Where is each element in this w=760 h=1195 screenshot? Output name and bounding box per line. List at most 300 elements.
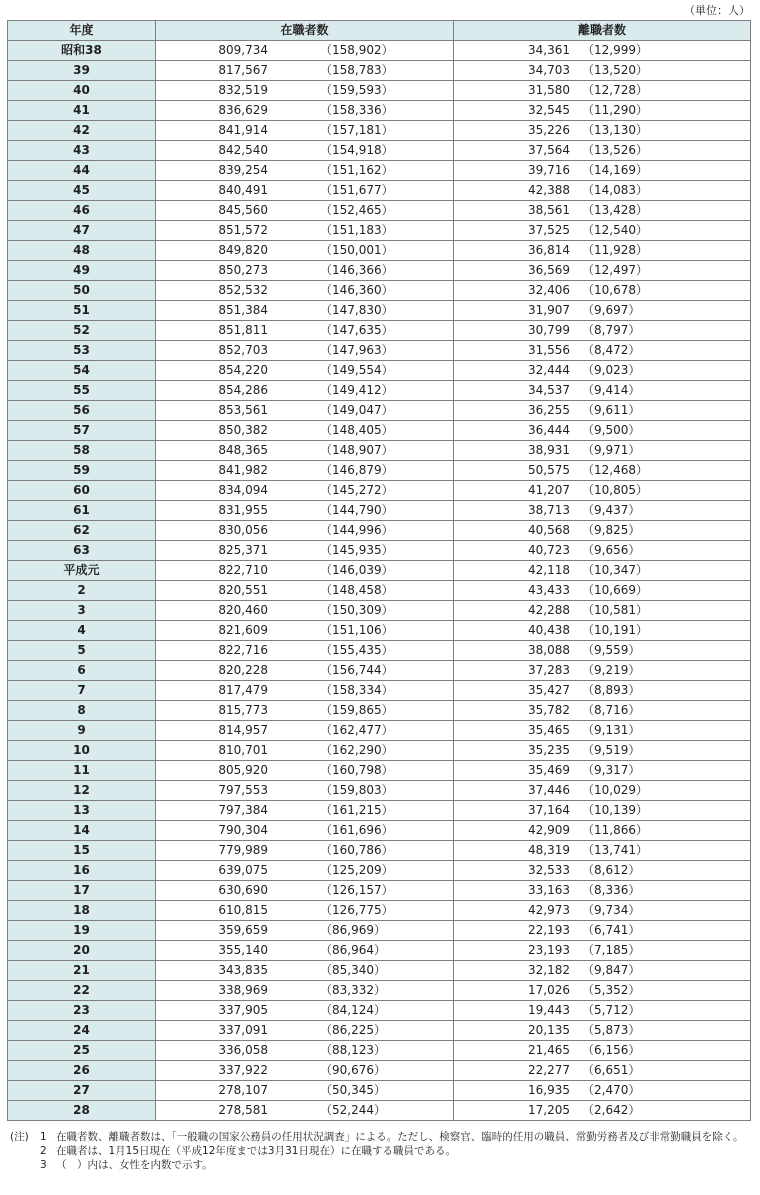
employed-women-value: （148,458） <box>320 583 394 597</box>
employed-women-value: （160,798） <box>320 763 394 777</box>
footnote-text: （ ）内は、女性を内数で示す。 <box>56 1159 213 1171</box>
employed-value: 817,567 <box>218 63 268 77</box>
year-cell: 6 <box>8 661 156 681</box>
employed-value: 850,273 <box>218 263 268 277</box>
employed-value: 797,553 <box>218 783 268 797</box>
employed-cell <box>156 841 454 861</box>
separated-cell <box>454 821 751 841</box>
employed-women-value: （161,696） <box>320 823 394 837</box>
footnote-number: 2 <box>40 1145 47 1157</box>
table-row <box>8 621 751 641</box>
employed-value: 278,107 <box>218 1083 268 1097</box>
year-cell: 4 <box>8 621 156 641</box>
employed-cell <box>156 521 454 541</box>
employed-women-value: （145,935） <box>320 543 394 557</box>
table-row <box>8 721 751 741</box>
separated-cell <box>454 521 751 541</box>
year-cell: 15 <box>8 841 156 861</box>
employed-cell <box>156 561 454 581</box>
employed-value: 815,773 <box>218 703 268 717</box>
separated-women-value: （11,928） <box>582 243 648 257</box>
employed-value: 820,460 <box>218 603 268 617</box>
separated-women-value: （12,468） <box>582 463 648 477</box>
separated-women-value: （5,873） <box>582 1023 641 1037</box>
separated-value: 42,118 <box>528 563 570 577</box>
employed-women-value: （158,336） <box>320 103 394 117</box>
year-cell: 57 <box>8 421 156 441</box>
separated-value: 36,569 <box>528 263 570 277</box>
footnote-text: 在職者は、1月15日現在（平成12年度までは3月31日現在）に在職する職員である。 <box>56 1145 456 1157</box>
employed-women-value: （156,744） <box>320 663 394 677</box>
table-row <box>8 701 751 721</box>
table-row <box>8 181 751 201</box>
separated-cell <box>454 961 751 981</box>
employed-value: 779,989 <box>218 843 268 857</box>
separated-cell <box>454 281 751 301</box>
separated-value: 20,135 <box>528 1023 570 1037</box>
employed-cell <box>156 121 454 141</box>
separated-cell <box>454 1061 751 1081</box>
separated-cell <box>454 701 751 721</box>
separated-cell <box>454 721 751 741</box>
separated-women-value: （8,893） <box>582 683 641 697</box>
employed-value: 839,254 <box>218 163 268 177</box>
employed-value: 851,572 <box>218 223 268 237</box>
employed-cell <box>156 1101 454 1121</box>
employed-cell <box>156 961 454 981</box>
table-row <box>8 221 751 241</box>
employed-women-value: （162,290） <box>320 743 394 757</box>
employed-cell <box>156 281 454 301</box>
employed-cell <box>156 361 454 381</box>
separated-value: 37,283 <box>528 663 570 677</box>
employed-value: 814,957 <box>218 723 268 737</box>
separated-value: 35,469 <box>528 763 570 777</box>
table-row <box>8 541 751 561</box>
separated-value: 34,361 <box>528 43 570 57</box>
year-cell: 5 <box>8 641 156 661</box>
year-cell: 平成元 <box>8 561 156 581</box>
separated-value: 37,564 <box>528 143 570 157</box>
table-row <box>8 1061 751 1081</box>
footnote-text: 在職者数、離職者数は、「一般職の国家公務員の任用状況調査」による。ただし、検察官、臨時的任用の職員、常勤労務者及び非常勤職員を除く。 <box>56 1131 744 1143</box>
year-cell: 16 <box>8 861 156 881</box>
separated-cell <box>454 161 751 181</box>
employed-cell <box>156 381 454 401</box>
table-header-row <box>8 21 751 41</box>
separated-women-value: （12,540） <box>582 223 648 237</box>
employed-value: 852,532 <box>218 283 268 297</box>
employed-value: 851,384 <box>218 303 268 317</box>
separated-cell <box>454 1001 751 1021</box>
separated-women-value: （10,805） <box>582 483 648 497</box>
employed-women-value: （146,366） <box>320 263 394 277</box>
table-row <box>8 521 751 541</box>
table-row <box>8 1081 751 1101</box>
employed-women-value: （148,907） <box>320 443 394 457</box>
year-cell: 50 <box>8 281 156 301</box>
separated-women-value: （13,130） <box>582 123 648 137</box>
year-cell: 55 <box>8 381 156 401</box>
separated-women-value: （9,023） <box>582 363 641 377</box>
separated-value: 30,799 <box>528 323 570 337</box>
employed-women-value: （162,477） <box>320 723 394 737</box>
employed-value: 834,094 <box>218 483 268 497</box>
footnote-number: 1 <box>40 1131 47 1143</box>
footnote-2 <box>10 1144 755 1158</box>
year-cell: 49 <box>8 261 156 281</box>
employed-value: 832,519 <box>218 83 268 97</box>
employed-women-value: （126,157） <box>320 883 394 897</box>
footnotes <box>10 1130 755 1172</box>
separated-women-value: （14,169） <box>582 163 648 177</box>
table-row <box>8 441 751 461</box>
separated-cell <box>454 1101 751 1121</box>
separated-value: 39,716 <box>528 163 570 177</box>
year-cell: 27 <box>8 1081 156 1101</box>
table-row <box>8 501 751 521</box>
employed-value: 343,835 <box>218 963 268 977</box>
employed-women-value: （149,554） <box>320 363 394 377</box>
separated-women-value: （9,437） <box>582 503 641 517</box>
employed-cell <box>156 61 454 81</box>
separated-cell <box>454 741 751 761</box>
separated-value: 41,207 <box>528 483 570 497</box>
table-row <box>8 741 751 761</box>
year-cell: 12 <box>8 781 156 801</box>
table-row <box>8 381 751 401</box>
separated-women-value: （6,651） <box>582 1063 641 1077</box>
separated-value: 38,561 <box>528 203 570 217</box>
separated-value: 42,288 <box>528 603 570 617</box>
employed-cell <box>156 241 454 261</box>
separated-cell <box>454 841 751 861</box>
table-row <box>8 941 751 961</box>
employed-value: 836,629 <box>218 103 268 117</box>
separated-value: 33,163 <box>528 883 570 897</box>
employed-women-value: （158,902） <box>320 43 394 57</box>
employed-value: 848,365 <box>218 443 268 457</box>
separated-value: 35,427 <box>528 683 570 697</box>
employed-women-value: （144,996） <box>320 523 394 537</box>
separated-cell <box>454 981 751 1001</box>
table-row <box>8 461 751 481</box>
employed-cell <box>156 721 454 741</box>
employed-women-value: （50,345） <box>320 1083 386 1097</box>
separated-cell <box>454 861 751 881</box>
footnote-3 <box>10 1158 755 1172</box>
separated-women-value: （8,797） <box>582 323 641 337</box>
separated-value: 43,433 <box>528 583 570 597</box>
separated-value: 32,533 <box>528 863 570 877</box>
employed-women-value: （152,465） <box>320 203 394 217</box>
year-cell: 23 <box>8 1001 156 1021</box>
employed-women-value: （144,790） <box>320 503 394 517</box>
employed-value: 841,914 <box>218 123 268 137</box>
employed-cell <box>156 881 454 901</box>
table-row <box>8 241 751 261</box>
separated-cell <box>454 241 751 261</box>
employed-value: 337,905 <box>218 1003 268 1017</box>
year-cell: 8 <box>8 701 156 721</box>
table-row <box>8 581 751 601</box>
separated-value: 36,444 <box>528 423 570 437</box>
separated-cell <box>454 481 751 501</box>
separated-cell <box>454 581 751 601</box>
separated-value: 31,907 <box>528 303 570 317</box>
table-row <box>8 881 751 901</box>
separated-women-value: （11,866） <box>582 823 648 837</box>
separated-women-value: （8,336） <box>582 883 641 897</box>
separated-value: 32,406 <box>528 283 570 297</box>
separated-women-value: （6,741） <box>582 923 641 937</box>
table-row <box>8 401 751 421</box>
separated-cell <box>454 641 751 661</box>
separated-value: 36,255 <box>528 403 570 417</box>
employed-value: 359,659 <box>218 923 268 937</box>
separated-women-value: （12,999） <box>582 43 648 57</box>
employed-women-value: （161,215） <box>320 803 394 817</box>
separated-value: 16,935 <box>528 1083 570 1097</box>
separated-value: 48,319 <box>528 843 570 857</box>
separated-cell <box>454 921 751 941</box>
table-row <box>8 361 751 381</box>
separated-women-value: （10,347） <box>582 563 648 577</box>
employed-cell <box>156 601 454 621</box>
employed-women-value: （151,162） <box>320 163 394 177</box>
employed-cell <box>156 921 454 941</box>
employed-women-value: （159,803） <box>320 783 394 797</box>
table-row <box>8 341 751 361</box>
employed-women-value: （158,783） <box>320 63 394 77</box>
separated-value: 40,568 <box>528 523 570 537</box>
separated-women-value: （8,472） <box>582 343 641 357</box>
separated-cell <box>454 901 751 921</box>
employed-value: 853,561 <box>218 403 268 417</box>
separated-women-value: （6,156） <box>582 1043 641 1057</box>
employed-cell <box>156 861 454 881</box>
separated-cell <box>454 1021 751 1041</box>
table-row <box>8 161 751 181</box>
employed-women-value: （52,244） <box>320 1103 386 1117</box>
employed-value: 841,982 <box>218 463 268 477</box>
employed-value: 639,075 <box>218 863 268 877</box>
employed-women-value: （151,106） <box>320 623 394 637</box>
separated-women-value: （9,219） <box>582 663 641 677</box>
separated-value: 22,193 <box>528 923 570 937</box>
year-cell: 41 <box>8 101 156 121</box>
employed-women-value: （90,676） <box>320 1063 386 1077</box>
employed-women-value: （149,047） <box>320 403 394 417</box>
year-cell: 26 <box>8 1061 156 1081</box>
employed-value: 822,710 <box>218 563 268 577</box>
table-row <box>8 681 751 701</box>
employed-women-value: （86,969） <box>320 923 386 937</box>
separated-value: 40,723 <box>528 543 570 557</box>
separated-women-value: （13,428） <box>582 203 648 217</box>
employed-cell <box>156 1061 454 1081</box>
year-cell: 46 <box>8 201 156 221</box>
employed-value: 830,056 <box>218 523 268 537</box>
employed-cell <box>156 421 454 441</box>
employed-value: 842,540 <box>218 143 268 157</box>
employed-value: 852,703 <box>218 343 268 357</box>
year-cell: 25 <box>8 1041 156 1061</box>
employed-value: 820,551 <box>218 583 268 597</box>
footnote-1 <box>10 1130 755 1144</box>
separated-value: 17,026 <box>528 983 570 997</box>
employed-value: 336,058 <box>218 1043 268 1057</box>
separated-women-value: （9,414） <box>582 383 641 397</box>
separated-women-value: （14,083） <box>582 183 648 197</box>
year-cell: 52 <box>8 321 156 341</box>
employed-women-value: （160,786） <box>320 843 394 857</box>
table-row <box>8 141 751 161</box>
year-cell: 9 <box>8 721 156 741</box>
table-row <box>8 1041 751 1061</box>
employed-cell <box>156 501 454 521</box>
separated-value: 35,782 <box>528 703 570 717</box>
table-row <box>8 961 751 981</box>
employed-women-value: （86,964） <box>320 943 386 957</box>
employed-women-value: （155,435） <box>320 643 394 657</box>
employed-cell <box>156 821 454 841</box>
separated-women-value: （5,712） <box>582 1003 641 1017</box>
separated-value: 42,388 <box>528 183 570 197</box>
separated-women-value: （8,716） <box>582 703 641 717</box>
year-cell: 22 <box>8 981 156 1001</box>
separated-value: 38,713 <box>528 503 570 517</box>
employed-cell <box>156 581 454 601</box>
separated-women-value: （9,519） <box>582 743 641 757</box>
employed-value: 805,920 <box>218 763 268 777</box>
separated-women-value: （10,678） <box>582 283 648 297</box>
separated-cell <box>454 561 751 581</box>
separated-women-value: （9,500） <box>582 423 641 437</box>
separated-women-value: （5,352） <box>582 983 641 997</box>
table-row <box>8 61 751 81</box>
employed-value: 809,734 <box>218 43 268 57</box>
separated-women-value: （10,669） <box>582 583 648 597</box>
unit-label: （単位：人） <box>684 4 750 17</box>
employed-cell <box>156 781 454 801</box>
year-cell: 47 <box>8 221 156 241</box>
employed-cell <box>156 641 454 661</box>
separated-value: 23,193 <box>528 943 570 957</box>
separated-women-value: （10,191） <box>582 623 648 637</box>
table-row <box>8 1001 751 1021</box>
header-separated: 離職者数 <box>454 21 751 41</box>
separated-value: 34,703 <box>528 63 570 77</box>
table-row <box>8 121 751 141</box>
table-row <box>8 321 751 341</box>
table-row <box>8 801 751 821</box>
year-cell: 7 <box>8 681 156 701</box>
employed-women-value: （84,124） <box>320 1003 386 1017</box>
employed-women-value: （151,183） <box>320 223 394 237</box>
separated-cell <box>454 801 751 821</box>
year-cell: 19 <box>8 921 156 941</box>
separated-value: 31,556 <box>528 343 570 357</box>
employed-women-value: （88,123） <box>320 1043 386 1057</box>
year-cell: 45 <box>8 181 156 201</box>
employed-value: 790,304 <box>218 823 268 837</box>
separated-value: 37,525 <box>528 223 570 237</box>
year-cell: 17 <box>8 881 156 901</box>
separated-women-value: （9,825） <box>582 523 641 537</box>
year-cell: 42 <box>8 121 156 141</box>
employed-cell <box>156 1081 454 1101</box>
employed-cell <box>156 161 454 181</box>
employed-women-value: （150,001） <box>320 243 394 257</box>
separated-cell <box>454 221 751 241</box>
year-cell: 63 <box>8 541 156 561</box>
employed-cell <box>156 541 454 561</box>
separated-women-value: （9,656） <box>582 543 641 557</box>
employed-cell <box>156 901 454 921</box>
employed-value: 338,969 <box>218 983 268 997</box>
separated-cell <box>454 61 751 81</box>
employed-cell <box>156 101 454 121</box>
year-cell: 56 <box>8 401 156 421</box>
separated-women-value: （9,734） <box>582 903 641 917</box>
separated-cell <box>454 101 751 121</box>
separated-value: 35,235 <box>528 743 570 757</box>
employed-value: 797,384 <box>218 803 268 817</box>
employed-women-value: （125,209） <box>320 863 394 877</box>
table-row <box>8 481 751 501</box>
employed-cell <box>156 1021 454 1041</box>
separated-women-value: （9,559） <box>582 643 641 657</box>
table-row <box>8 761 751 781</box>
employed-cell <box>156 981 454 1001</box>
separated-cell <box>454 881 751 901</box>
year-cell: 20 <box>8 941 156 961</box>
employed-cell <box>156 221 454 241</box>
separated-women-value: （10,581） <box>582 603 648 617</box>
table-body <box>8 41 751 1121</box>
table-row <box>8 781 751 801</box>
separated-cell <box>454 681 751 701</box>
table-row <box>8 821 751 841</box>
footnote-number: 3 <box>40 1159 47 1171</box>
separated-cell <box>454 401 751 421</box>
separated-value: 31,580 <box>528 83 570 97</box>
footnote-label: (注) <box>10 1131 29 1143</box>
employed-women-value: （147,635） <box>320 323 394 337</box>
separated-cell <box>454 441 751 461</box>
employed-cell <box>156 141 454 161</box>
table-row <box>8 1021 751 1041</box>
employed-women-value: （159,865） <box>320 703 394 717</box>
employed-value: 278,581 <box>218 1103 268 1117</box>
year-cell: 61 <box>8 501 156 521</box>
employed-cell <box>156 341 454 361</box>
year-cell: 54 <box>8 361 156 381</box>
employed-cell <box>156 461 454 481</box>
year-cell: 48 <box>8 241 156 261</box>
employed-value: 817,479 <box>218 683 268 697</box>
employed-value: 854,286 <box>218 383 268 397</box>
year-cell: 44 <box>8 161 156 181</box>
separated-cell <box>454 761 751 781</box>
table-row <box>8 1101 751 1121</box>
employed-value: 630,690 <box>218 883 268 897</box>
employed-women-value: （154,918） <box>320 143 394 157</box>
year-cell: 24 <box>8 1021 156 1041</box>
year-cell: 60 <box>8 481 156 501</box>
employed-value: 820,228 <box>218 663 268 677</box>
